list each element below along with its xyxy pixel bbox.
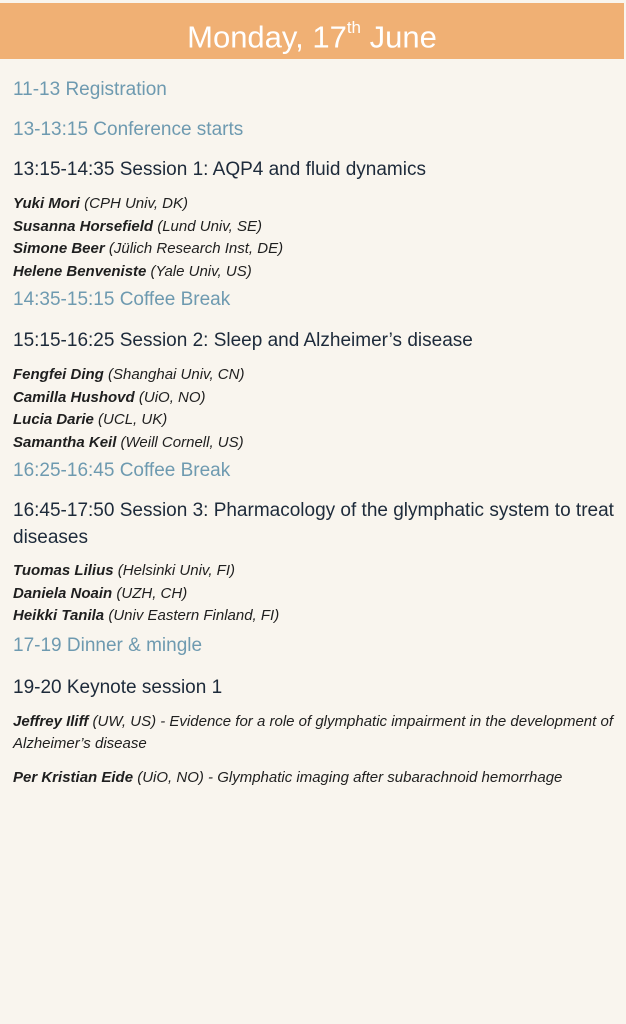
- speaker: Lucia Darie (UCL, UK): [13, 411, 168, 428]
- registration-item: 11-13 Registration: [13, 79, 167, 100]
- keynote-talk: Per Kristian Eide (UiO, NO) - Glymphatic imaging after subarachnoid hemorrhage: [13, 768, 563, 786]
- keynote-title: 19-20 Keynote session 1: [13, 676, 223, 698]
- speaker: Helene Benveniste (Yale Univ, US): [13, 262, 252, 280]
- session-2-title: 15:15-16:25 Session 2: Sleep and Alzheimer’s disease: [13, 330, 473, 351]
- session-3-speakers: [13, 560, 614, 628]
- speaker: Daniela Noain (UZH, CH): [13, 584, 188, 602]
- keynote-talk: Jeffrey Iliff (UW, US) - Evidence for a role of glymphatic impairment in the development of Alzheimer’s disease: [13, 712, 613, 752]
- session-3-title: 16:45-17:50 Session 3: Pharmacology of the glymphatic system to treat diseases: [13, 500, 614, 548]
- coffee-break-1: 14:35-15:15 Coffee Break: [13, 289, 231, 310]
- day-header-day: Monday, 17: [187, 19, 347, 55]
- speaker: Heikki Tanila (Univ Eastern Finland, FI): [13, 607, 280, 624]
- schedule-content: [13, 78, 614, 789]
- day-header-month: June: [369, 19, 437, 55]
- day-header-ordinal: th: [346, 18, 362, 37]
- session-1-speakers: [13, 193, 614, 283]
- speaker: Samantha Keil (Weill Cornell, US): [13, 433, 244, 451]
- speaker: Simone Beer (Jülich Research Inst, DE): [13, 240, 284, 257]
- speaker: Camilla Hushovd (UiO, NO): [13, 388, 206, 406]
- day-header: [0, 3, 624, 59]
- speaker: Fengfei Ding (Shanghai Univ, CN): [13, 366, 245, 383]
- speaker: Yuki Mori (CPH Univ, DK): [13, 195, 189, 212]
- dinner-item: 17-19 Dinner & mingle: [13, 634, 203, 656]
- speaker: Susanna Horsefield (Lund Univ, SE): [13, 217, 262, 235]
- session-2-speakers: [13, 364, 614, 454]
- coffee-break-2: 16:25-16:45 Coffee Break: [13, 460, 231, 481]
- conference-start-item: 13-13:15 Conference starts: [13, 119, 244, 140]
- session-1-title: 13:15-14:35 Session 1: AQP4 and fluid dynamics: [13, 159, 426, 180]
- speaker: Tuomas Lilius (Helsinki Univ, FI): [13, 562, 235, 579]
